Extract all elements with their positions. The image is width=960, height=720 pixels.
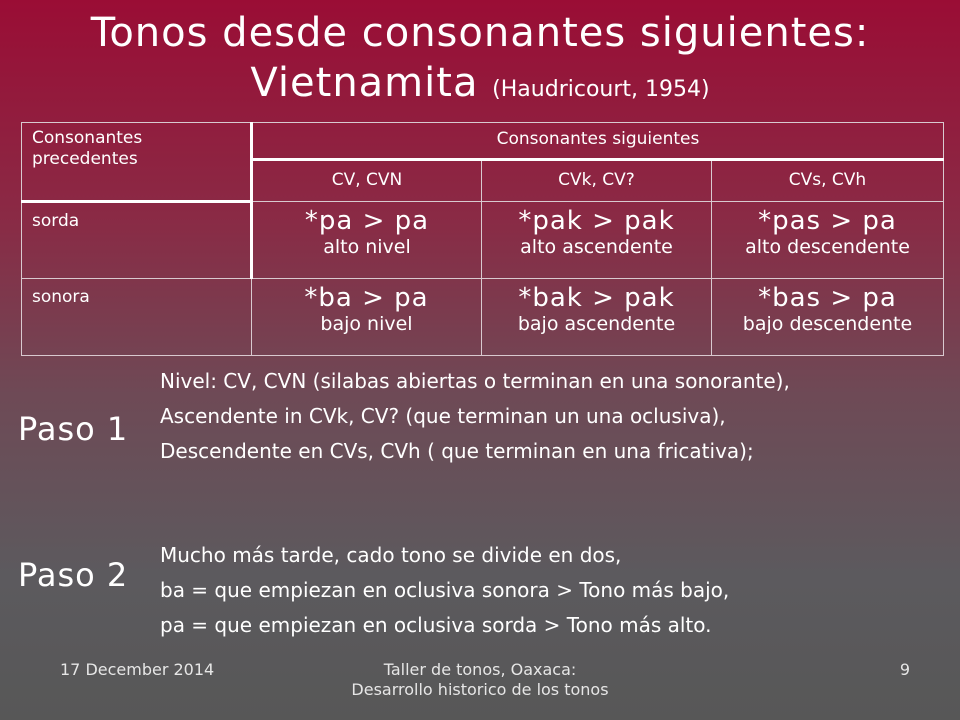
step-1-line: Descendente en CVs, CVh ( que terminan en una fricativa); bbox=[160, 439, 754, 463]
table-row bbox=[22, 279, 944, 356]
cell-form: *pak > pak bbox=[518, 206, 675, 236]
cell-tone: alto ascendente bbox=[520, 236, 673, 258]
title-citation: (Haudricourt, 1954) bbox=[492, 77, 710, 102]
tone-table bbox=[21, 122, 944, 356]
cell-tone: alto nivel bbox=[323, 236, 411, 258]
step-1-label: Paso 1 bbox=[18, 410, 129, 448]
group-header: Consonantes siguientes bbox=[252, 123, 944, 160]
cell-tone: bajo descendente bbox=[742, 313, 913, 335]
row-label: sonora bbox=[22, 279, 252, 356]
step-2-line: Mucho más tarde, cado tono se divide en dos, bbox=[160, 543, 622, 567]
slide-title bbox=[0, 8, 960, 115]
corner-header: Consonantes precedentes bbox=[22, 123, 252, 202]
step-2-text bbox=[160, 542, 940, 647]
title-main: Vietnamita bbox=[250, 60, 479, 106]
cell-form: *pa > pa bbox=[304, 206, 430, 236]
step-1-line: Ascendente in CVk, CV? (que terminan un una oclusiva), bbox=[160, 404, 726, 428]
footer-date: 17 December 2014 bbox=[60, 660, 215, 679]
table-row bbox=[22, 202, 944, 279]
row-label: sorda bbox=[22, 202, 252, 279]
cell-form: *bas > pa bbox=[758, 283, 897, 313]
table-cell bbox=[712, 279, 944, 356]
title-line-2 bbox=[0, 58, 960, 115]
step-2-line: pa = que empiezan en oclusiva sorda > Tono más alto. bbox=[160, 613, 712, 637]
cell-tone: bajo nivel bbox=[320, 313, 413, 335]
column-header: CVs, CVh bbox=[712, 160, 944, 202]
footer-title: Taller de tonos, Oaxaca: Desarrollo historico de los tonos bbox=[351, 660, 609, 699]
cell-tone: bajo ascendente bbox=[517, 313, 676, 335]
step-1-line: Nivel: CV, CVN (silabas abiertas o terminan en una sonorante), bbox=[160, 369, 790, 393]
table-cell bbox=[252, 279, 482, 356]
cell-form: *bak > pak bbox=[518, 283, 675, 313]
column-header: CV, CVN bbox=[252, 160, 482, 202]
column-header: CVk, CV? bbox=[482, 160, 712, 202]
table-cell bbox=[482, 202, 712, 279]
step-1-text bbox=[160, 368, 940, 473]
cell-form: *ba > pa bbox=[304, 283, 429, 313]
page-number: 9 bbox=[899, 660, 910, 679]
table-cell bbox=[252, 202, 482, 279]
step-2-label: Paso 2 bbox=[18, 556, 129, 594]
title-line-1: Tonos desde consonantes siguientes: bbox=[90, 10, 870, 56]
cell-form: *pas > pa bbox=[758, 206, 897, 236]
cell-tone: alto descendente bbox=[745, 236, 910, 258]
table-cell bbox=[712, 202, 944, 279]
table-cell bbox=[482, 279, 712, 356]
step-2-line: ba = que empiezan en oclusiva sonora > Tono más bajo, bbox=[160, 578, 730, 602]
